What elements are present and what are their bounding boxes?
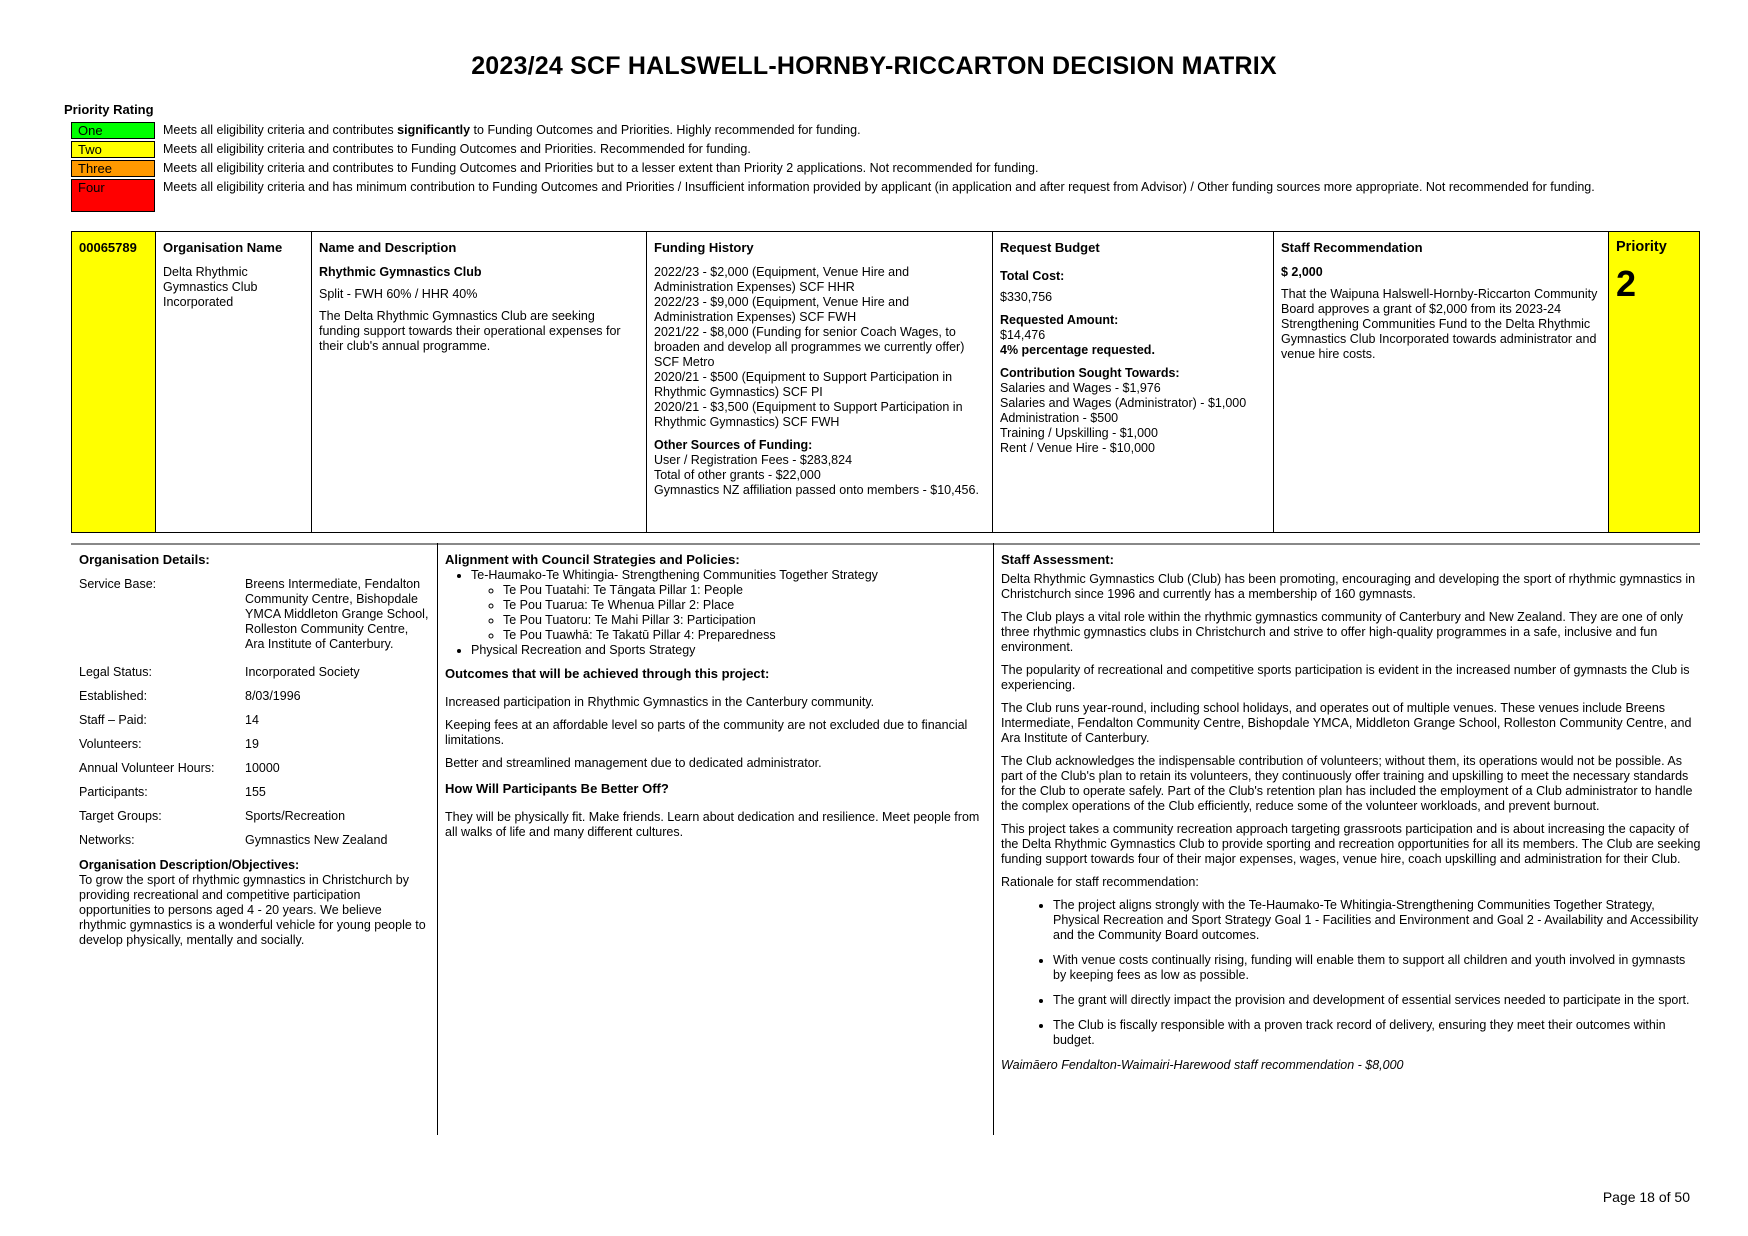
other-source-item: Total of other grants - $22,000 xyxy=(654,468,821,482)
rationale-item: • The project aligns strongly with the Te-Haumako-Te Whitingia-Strengthening Communities Together Strategy, Physical Recreation and Sport Strategy Goal 1 - Facilities and Environment and Goal 2 - Availability and Accessibility and the Community Board outcomes. xyxy=(1053,898,1701,943)
staff-recommendation-amount: $ 2,000 xyxy=(1281,265,1323,279)
assessment-paragraph: This project takes a community recreation approach targeting grassroots participation and is about increasing the capacity of the Delta Rhythmic Gymnastics Club to provide sporting and recreation opportunities for all its members. The Club are seeking funding support towards four of their major expenses, wages, venue hire, coach upskilling and administration for their Club. xyxy=(1001,822,1701,866)
staff-assessment-heading: Staff Assessment: xyxy=(1001,552,1114,567)
detail-row-volunteer-hours: Annual Volunteer Hours: 10000 xyxy=(79,761,280,775)
project-name: Rhythmic Gymnastics Club xyxy=(319,265,482,279)
column-divider xyxy=(993,543,994,1135)
pillar-list xyxy=(471,583,985,643)
pillar-item: ◦ Te Pou Tuatoru: Te Mahi Pillar 3: Participation xyxy=(503,613,985,628)
decision-matrix-table xyxy=(71,231,1700,533)
rationale-label: Rationale for staff recommendation: xyxy=(1001,875,1199,889)
priority-swatch-two: Two xyxy=(71,141,155,158)
assessment-paragraph: Delta Rhythmic Gymnastics Club (Club) has been promoting, encouraging and developing the sport of rhythmic gymnastics in Christchurch since 1996 and currently has a membership of 160 gymnasts. xyxy=(1001,572,1696,601)
section-divider xyxy=(71,543,1700,545)
other-sources-label: Other Sources of Funding: xyxy=(654,438,813,452)
organisation-name-label: Organisation Name xyxy=(163,240,283,255)
page-title: 2023/24 SCF HALSWELL-HORNBY-RICCARTON DECISION MATRIX xyxy=(471,52,1277,80)
funding-history-item: 2022/23 - $2,000 (Equipment, Venue Hire and Administration Expenses) SCF HHR xyxy=(654,265,910,294)
organisation-details xyxy=(79,552,429,948)
priority-rating-heading: Priority Rating xyxy=(64,102,154,117)
detail-row-service-base: Service Base: Breens Intermediate, Fendalton Community Centre, Bishopdale YMCA Middleton Grange School, Rolleston Community Centre, Ara Institute of Canterbury. xyxy=(79,577,429,651)
other-source-item: Gymnastics NZ affiliation passed onto members - $10,456. xyxy=(654,483,979,497)
request-budget-label: Request Budget xyxy=(1000,240,1100,255)
assessment-paragraph: The popularity of recreational and competitive sports participation is evident in the increased number of gymnasts the Club is experiencing. xyxy=(1001,663,1690,692)
alignment-heading: Alignment with Council Strategies and Policies: xyxy=(445,552,740,567)
rationale-item: • With venue costs continually rising, funding will enable them to support all children and youth involved in gymnasts by keeping fees as low as possible. xyxy=(1053,953,1701,983)
priority-swatch-one: One xyxy=(71,122,155,139)
detail-row-legal-status: Legal Status: Incorporated Society xyxy=(79,665,360,679)
better-off-text: They will be physically fit. Make friends. Learn about dedication and resilience. Meet people from all walks of life and many different cultures. xyxy=(445,810,980,839)
objectives-text: To grow the sport of rhythmic gymnastics in Christchurch by providing recreational and competitive participation opportunities to persons aged 4 - 20 years. We believe rhythmic gymnastics is a wonderful vehicle for young people to develop physically, mentally and socially. xyxy=(79,873,426,947)
detail-row-target-groups: Target Groups: Sports/Recreation xyxy=(79,809,346,823)
column-divider xyxy=(437,543,438,1135)
strategy-item: • Te-Haumako-Te Whitingia- Strengthening Communities Together Strategy ◦ Te Pou Tuatahi: Te Tāngata Pillar 1: People ◦ Te Pou Tuarua: Te Whenua Pillar 2: Place ◦ Te Pou Tuatoru: Te Mahi Pillar 3: Participation ◦ Te Pou Tuawhā: Te Takatū Pillar 4: Preparedness xyxy=(471,568,985,643)
staff-assessment xyxy=(1001,552,1701,1081)
priority-desc-three: Meets all eligibility criteria and contributes to Funding Outcomes and Priorities but to a lesser extent than Priority 2 applications. Not recommended for funding. xyxy=(163,161,1039,175)
page-number: Page 18 of 50 xyxy=(1602,1189,1690,1205)
detail-row-staff-paid: Staff – Paid: 14 xyxy=(79,713,259,727)
staff-recommendation-cell xyxy=(1273,232,1608,532)
priority-row-two xyxy=(71,141,1671,158)
other-source-item: User / Registration Fees - $283,824 xyxy=(654,453,853,467)
name-description-cell xyxy=(311,232,646,532)
assessment-paragraph: The Club acknowledges the indispensable contribution of volunteers; without them, its operations would not be possible. As part of the Club's plan to retain its volunteers, they continuously offer training and upskilling to meet the necessary standards for the Club to operate safely. Part of the Club's retention plan has included the employment of a Club administrator to handle the complex operations of the Club efficiently, reduce some of the volunteer workloads, and prevent burnout. xyxy=(1001,754,1693,813)
alignment-section xyxy=(445,552,985,848)
pillar-item: ◦ Te Pou Tuatahi: Te Tāngata Pillar 1: People xyxy=(503,583,985,598)
rationale-item: • The grant will directly impact the provision and development of essential services needed to participate in the sport. xyxy=(1053,993,1701,1008)
priority-desc-two: Meets all eligibility criteria and contributes to Funding Outcomes and Priorities. Recommended for funding. xyxy=(163,142,751,156)
detail-row-networks: Networks: Gymnastics New Zealand xyxy=(79,833,388,847)
priority-desc-four: Meets all eligibility criteria and has minimum contribution to Funding Outcomes and Priorities / Insufficient information provided by applicant (in application and after request from Advisor) / Other funding sources more appropriate. Not recommended for funding. xyxy=(163,180,1595,194)
pillar-item: ◦ Te Pou Tuarua: Te Whenua Pillar 2: Place xyxy=(503,598,985,613)
better-off-label: How Will Participants Be Better Off? xyxy=(445,781,669,796)
funding-history-item: 2020/21 - $500 (Equipment to Support Participation in Rhythmic Gymnastics) SCF PI xyxy=(654,370,953,399)
priority-value: 2 xyxy=(1616,263,1637,304)
funding-history-item: 2020/21 - $3,500 (Equipment to Support Participation in Rhythmic Gymnastics) SCF FWH xyxy=(654,400,963,429)
contribution-item: Rent / Venue Hire - $10,000 xyxy=(1000,441,1155,455)
total-cost: $330,756 xyxy=(1000,290,1053,304)
application-id: 00065789 xyxy=(79,240,137,255)
priority-swatch-three: Three xyxy=(71,160,155,177)
outcome-item: Better and streamlined management due to dedicated administrator. xyxy=(445,756,822,770)
outcome-item: Keeping fees at an affordable level so parts of the community are not excluded due to financial limitations. xyxy=(445,718,968,747)
name-description-label: Name and Description xyxy=(319,240,457,255)
request-budget-cell xyxy=(992,232,1273,532)
funding-history-item: 2022/23 - $9,000 (Equipment, Venue Hire and Administration Expenses) SCF FWH xyxy=(654,295,910,324)
strategy-list xyxy=(445,568,985,658)
contribution-item: Training / Upskilling - $1,000 xyxy=(1000,426,1158,440)
funding-history-label: Funding History xyxy=(654,240,754,255)
funding-history-cell xyxy=(646,232,992,532)
assessment-paragraph: The Club plays a vital role within the rhythmic gymnastics community of Canterbury and New Zealand. They are one of only three rhythmic gymnastics clubs in Christchurch and strive to offer high-quality programmes in a safe, inclusive and fun environment. xyxy=(1001,610,1684,654)
detail-row-participants: Participants: 155 xyxy=(79,785,266,799)
application-id-cell xyxy=(72,232,155,532)
priority-row-three xyxy=(71,160,1671,177)
contribution-item: Salaries and Wages - $1,976 xyxy=(1000,381,1161,395)
outcome-item: Increased participation in Rhythmic Gymnastics in the Canterbury community. xyxy=(445,695,875,709)
strategy-item: • Physical Recreation and Sports Strategy xyxy=(471,643,985,658)
assessment-footnote: Waimāero Fendalton-Waimairi-Harewood staff recommendation - $8,000 xyxy=(1001,1058,1404,1072)
staff-recommendation-label: Staff Recommendation xyxy=(1281,240,1423,255)
pillar-item: ◦ Te Pou Tuawhā: Te Takatū Pillar 4: Preparedness xyxy=(503,628,985,643)
contribution-item: Salaries and Wages (Administrator) - $1,000 xyxy=(1000,396,1247,410)
percentage-requested: 4% percentage requested. xyxy=(1000,343,1155,357)
priority-row-one xyxy=(71,122,1671,139)
rationale-item: • The Club is fiscally responsible with a proven track record of delivery, ensuring they meet their outcomes within budget. xyxy=(1053,1018,1701,1048)
organisation-details-heading: Organisation Details: xyxy=(79,552,210,567)
priority-desc-one: Meets all eligibility criteria and contributes significantly to Funding Outcomes and Priorities. Highly recommended for funding. xyxy=(163,123,861,137)
outcomes-label: Outcomes that will be achieved through this project: xyxy=(445,666,770,681)
total-cost-label: Total Cost: xyxy=(1000,269,1065,283)
organisation-name-cell xyxy=(155,232,311,532)
project-description: The Delta Rhythmic Gymnastics Club are seeking funding support towards their operational expenses for their club's annual programme. xyxy=(319,309,621,353)
requested-amount-label: Requested Amount: xyxy=(1000,313,1119,327)
staff-recommendation-text: That the Waipuna Halswell-Hornby-Riccarton Community Board approves a grant of $2,000 from its 2023-24 Strengthening Communities Fund to the Delta Rhythmic Gymnastics Club Incorporated towards administrator and venue hire costs. xyxy=(1281,287,1598,361)
contribution-item: Administration - $500 xyxy=(1000,411,1119,425)
assessment-paragraph: The Club runs year-round, including school holidays, and operates out of multiple venues. These venues include Breens Intermediate, Fendalton Community Centre, Bishopdale YMCA, Middleton Grange School, Rolleston Community Centre, and Ara Institute of Canterbury. xyxy=(1001,701,1692,745)
rationale-list xyxy=(1001,898,1701,1048)
contribution-label: Contribution Sought Towards: xyxy=(1000,366,1180,380)
funding-split: Split - FWH 60% / HHR 40% xyxy=(319,287,478,301)
detail-row-volunteers: Volunteers: 19 xyxy=(79,737,259,751)
priority-cell xyxy=(1608,232,1699,532)
objectives-label: Organisation Description/Objectives: xyxy=(79,858,300,872)
detail-row-established: Established: 8/03/1996 xyxy=(79,689,301,703)
organisation-name: Delta Rhythmic Gymnastics Club Incorporated xyxy=(163,265,258,309)
priority-swatch-four: Four xyxy=(71,179,155,212)
funding-history-item: 2021/22 - $8,000 (Funding for senior Coach Wages, to broaden and develop all programmes we currently offer) SCF Metro xyxy=(654,325,965,369)
requested-amount: $14,476 xyxy=(1000,328,1046,342)
priority-row-four xyxy=(71,179,1671,212)
priority-label: Priority xyxy=(1616,239,1667,255)
